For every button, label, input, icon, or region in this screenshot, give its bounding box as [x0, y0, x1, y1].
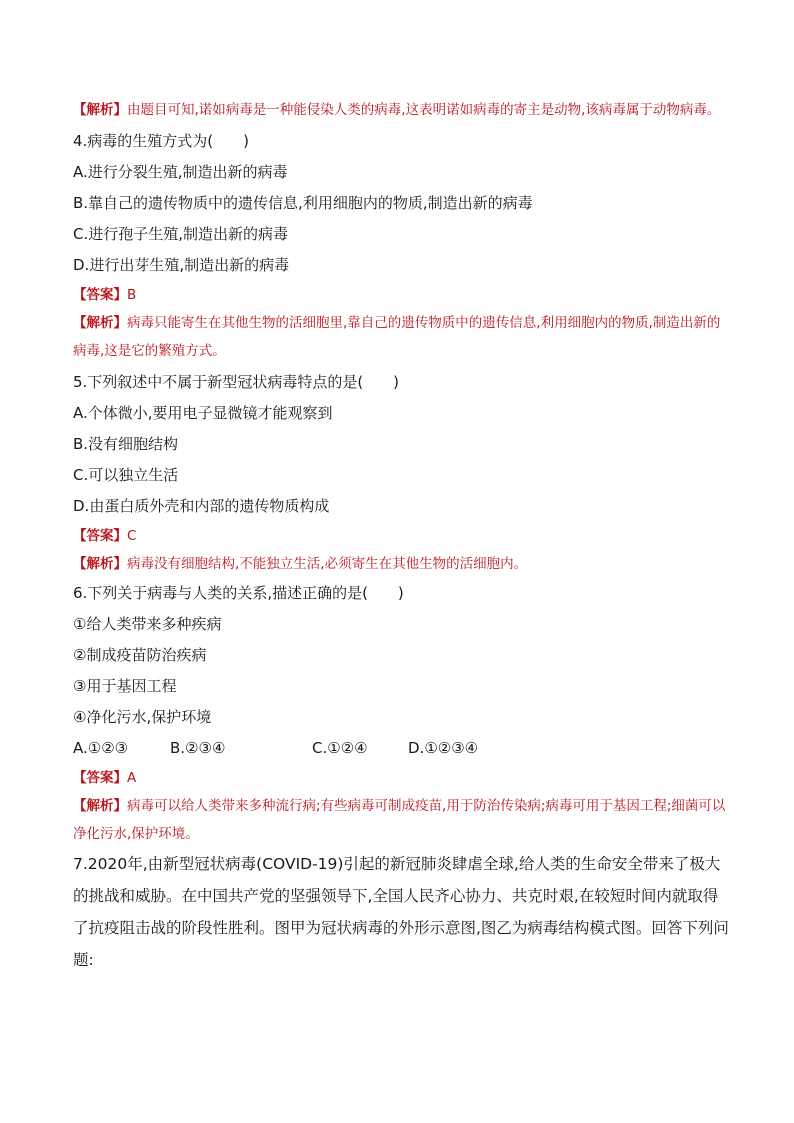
answer-tag: 【答案】: [73, 528, 127, 544]
analysis-text: 病毒只能寄生在其他生物的活细胞里,靠自己的遗传物质中的遗传信息,利用细胞内的物质,制造出新的病毒,这是它的繁殖方式。: [73, 315, 721, 359]
answer-q6: [73, 764, 733, 792]
analysis-q4: [73, 309, 733, 365]
q5-option-d: D.由蛋白质外壳和内部的遗传物质构成: [73, 497, 330, 515]
analysis-tag: 【解析】: [73, 798, 127, 814]
analysis-tag: 【解析】: [73, 102, 127, 118]
analysis-q6: [73, 792, 733, 848]
question-5: 5.下列叙述中不属于新型冠状病毒特点的是( ): [73, 373, 400, 391]
answer-tag: 【答案】: [73, 287, 127, 303]
q5-option-b: B.没有细胞结构: [73, 435, 179, 453]
analysis-text: 由题目可知,诺如病毒是一种能侵染人类的病毒,这表明诺如病毒的寄主是动物,该病毒属于动物病毒。: [127, 102, 721, 118]
answer-text: C: [127, 528, 137, 544]
q6-choice-a: A.①②③: [73, 739, 129, 757]
q4-option-d: D.进行出芽生殖,制造出新的病毒: [73, 256, 290, 274]
analysis-text: 病毒可以给人类带来多种流行病;有些病毒可制成疫苗,用于防治传染病;病毒可用于基因工程;细菌可以净化污水,保护环境。: [73, 798, 726, 842]
answer-q5: [73, 522, 733, 550]
q6-choices: [73, 733, 733, 764]
q6-choice-d: D.①②③④: [408, 739, 479, 757]
answer-text: B: [127, 287, 137, 303]
analysis-text: 病毒没有细胞结构,不能独立生活,必须寄生在其他生物的活细胞内。: [127, 556, 528, 572]
document-content: [73, 96, 733, 976]
q6-choice-c: C.①②④: [312, 739, 368, 757]
analysis-tag: 【解析】: [73, 315, 127, 331]
analysis-q5: [73, 550, 733, 578]
question-7: 7.2020年,由新型冠状病毒(COVID-19)引起的新冠肺炎肆虐全球,给人类的生命安全带来了极大的挑战和威胁。在中国共产党的坚强领导下,全国人民齐心协力、共克时艰,在较短时间内就取得了抗疫阻击战的阶段性胜利。图甲为冠状病毒的外形示意图,图乙为病毒结构模式图。回答下列问题:: [73, 855, 729, 969]
q6-choice-b: B.②③④: [170, 739, 226, 757]
q4-option-a: A.进行分裂生殖,制造出新的病毒: [73, 163, 288, 181]
q4-option-c: C.进行孢子生殖,制造出新的病毒: [73, 225, 289, 243]
question-4: 4.病毒的生殖方式为( ): [73, 132, 250, 150]
answer-tag: 【答案】: [73, 770, 127, 786]
q6-statement-4: ④净化污水,保护环境: [73, 708, 212, 726]
q5-option-a: A.个体微小,要用电子显微镜才能观察到: [73, 404, 333, 422]
q5-option-c: C.可以独立生活: [73, 466, 179, 484]
analysis-q3: [73, 96, 733, 124]
answer-q4: [73, 281, 733, 309]
q6-statement-1: ①给人类带来多种疾病: [73, 615, 222, 633]
analysis-tag: 【解析】: [73, 556, 127, 572]
q4-option-b: B.靠自己的遗传物质中的遗传信息,利用细胞内的物质,制造出新的病毒: [73, 194, 533, 212]
question-6: 6.下列关于病毒与人类的关系,描述正确的是( ): [73, 584, 404, 602]
q6-statement-3: ③用于基因工程: [73, 677, 177, 695]
q6-statement-2: ②制成疫苗防治疾病: [73, 646, 207, 664]
answer-text: A: [127, 770, 137, 786]
